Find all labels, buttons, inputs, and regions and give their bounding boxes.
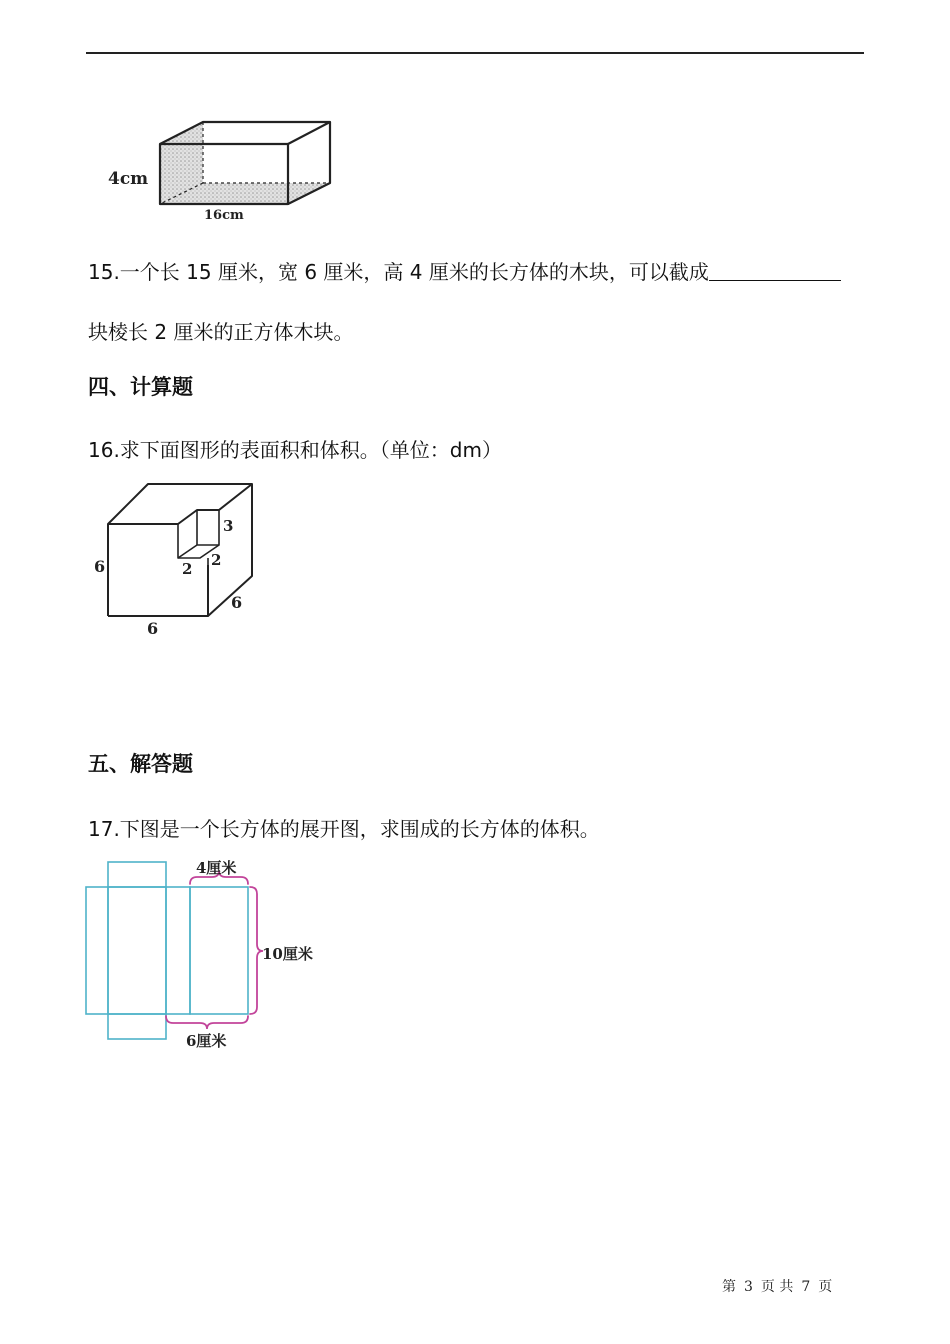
footer-page-number: 3 <box>744 1279 753 1295</box>
net-faces <box>86 862 248 1039</box>
section-5-title: 五、解答题 <box>88 752 193 776</box>
figure-16-left-label: 6 <box>94 557 106 576</box>
figure-16-notch-depth-label: 2 <box>211 551 222 569</box>
footer-prefix: 第 <box>722 1279 736 1295</box>
question-15-text: 15.一个长 15 厘米，宽 6 厘米，高 4 厘米的长方体的木块，可以截成 <box>88 260 709 284</box>
footer-mid: 页 共 <box>760 1279 794 1295</box>
header-rule <box>86 52 864 54</box>
footer-suffix: 页 <box>818 1279 833 1295</box>
net-right-label: 10厘米 <box>262 945 313 963</box>
section-4-title: 四、计算题 <box>88 375 193 399</box>
footer-total-pages: 7 <box>801 1279 811 1295</box>
cuboid-height-label: 4cm <box>108 169 149 189</box>
question-15-line2: 块棱长 2 厘米的正方体木块。 <box>88 320 354 344</box>
notched-cube-figure <box>88 476 278 646</box>
net-left-face <box>86 887 108 1014</box>
figure-16-depth-label: 6 <box>231 593 243 612</box>
cuboid-figure <box>100 112 340 224</box>
question-17-text: 17.下图是一个长方体的展开图，求围成的长方体的体积。 <box>88 817 600 841</box>
net-right-face <box>166 887 190 1014</box>
cuboid-net-figure <box>82 856 332 1056</box>
figure-16-notch-width-label: 2 <box>182 560 193 578</box>
answer-blank[interactable] <box>709 260 841 281</box>
net-front-face <box>108 887 166 1014</box>
figure-16-bottom-label: 6 <box>147 619 159 638</box>
net-back-face <box>190 887 248 1014</box>
question-15-line1 <box>88 258 841 286</box>
figure-16-notch-height-label: 3 <box>223 517 234 535</box>
net-bottom-label: 6厘米 <box>186 1032 227 1050</box>
net-top-face <box>108 862 166 887</box>
question-16-text: 16.求下面图形的表面积和体积。（单位：dm） <box>88 438 502 462</box>
net-top-label: 4厘米 <box>196 859 237 877</box>
net-bottom-face <box>108 1014 166 1039</box>
cuboid-length-label: 16cm <box>204 208 244 223</box>
page-footer <box>722 1276 832 1296</box>
